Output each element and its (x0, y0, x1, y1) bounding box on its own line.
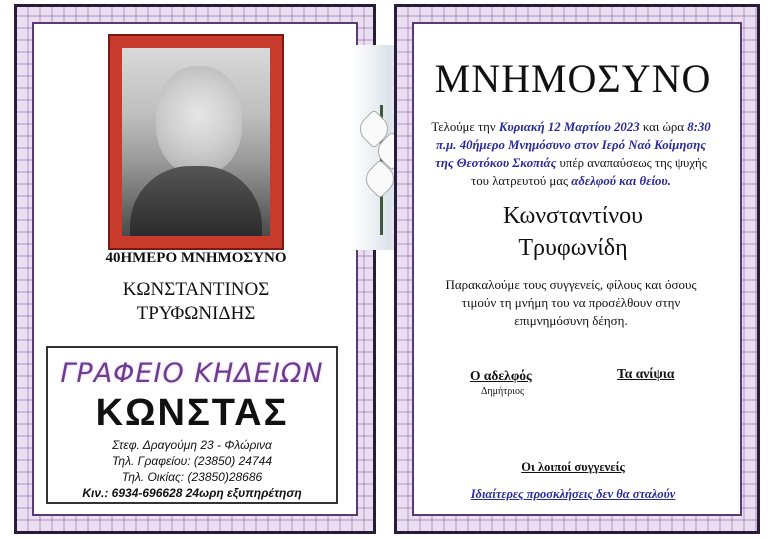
relationship: αδελφού και θείου. (571, 174, 671, 188)
deceased-name-right (398, 200, 748, 264)
intro-text: Τελούμε την (431, 120, 496, 134)
portrait-shoulders (130, 166, 262, 236)
service-time-location: 8:30 π.μ. 40ήμερο Μνημόσυνο στον Ιερό Ναό Κοίμησης της Θεοτόκου Σκοπιάς (435, 120, 711, 170)
service-announcement (430, 118, 712, 190)
memorial-heading: 40ΗΜΕΡΟ ΜΝΗΜΟΣΥΝΟ (105, 250, 287, 266)
office-phone: Τηλ. Γραφείου: (23850) 24744 (111, 454, 272, 468)
invitation-text: Παρακαλούμε τους συγγενείς, φίλους και όσους τιμούν τη μνήμη του να προσέλθουν στην επιμνημόσυνη δέηση. (445, 277, 697, 328)
signature-relatives: Οι λοιποί συγγενείς (521, 460, 625, 474)
signature-brother-name: Δημήτριος (481, 386, 524, 397)
deceased-last-name: Τρυφωνίδη (518, 235, 628, 261)
mobile-phone: Κιν.: 6934-696628 24ωρη εξυπηρέτηση (82, 486, 302, 500)
intro-text: και ώρα (642, 120, 685, 134)
home-phone: Τηλ. Οικίας: (23850)28686 (121, 470, 263, 484)
no-invitations-note: Ιδιαίτερες προσκλήσεις δεν θα σταλούν (470, 487, 676, 501)
office-brand: ΚΩΝΣΤΑΣ (95, 392, 289, 434)
signature-nephews: Τα ανίψια (617, 366, 675, 381)
office-title: ΓΡΑΦΕΙΟ ΚΗΔΕΙΩΝ (60, 358, 324, 389)
portrait-head (156, 66, 242, 174)
service-date: Κυριακή 12 Μαρτίου 2023 (498, 120, 640, 134)
deceased-last-name: ΤΡΥΦΩΝΙΔΗΣ (136, 303, 256, 324)
signature-brother: Ο αδελφός (470, 368, 532, 383)
office-address: Στεφ. Δραγούμη 23 - Φλώρινα (112, 438, 272, 452)
memorial-title: ΜΝΗΜΟΣΥΝΟ (434, 56, 712, 101)
deceased-first-name: Κωνσταντίνου (503, 203, 643, 229)
deceased-name (0, 278, 392, 326)
portrait-photo (122, 48, 270, 236)
intro-text: υπέρ αναπαύσεως της ψυχής του λατρευτού μας (471, 156, 707, 188)
deceased-first-name: ΚΩΝΣΤΑΝΤΙΝΟΣ (122, 279, 270, 300)
funeral-office-ad (46, 346, 338, 504)
portrait-frame (108, 34, 284, 250)
